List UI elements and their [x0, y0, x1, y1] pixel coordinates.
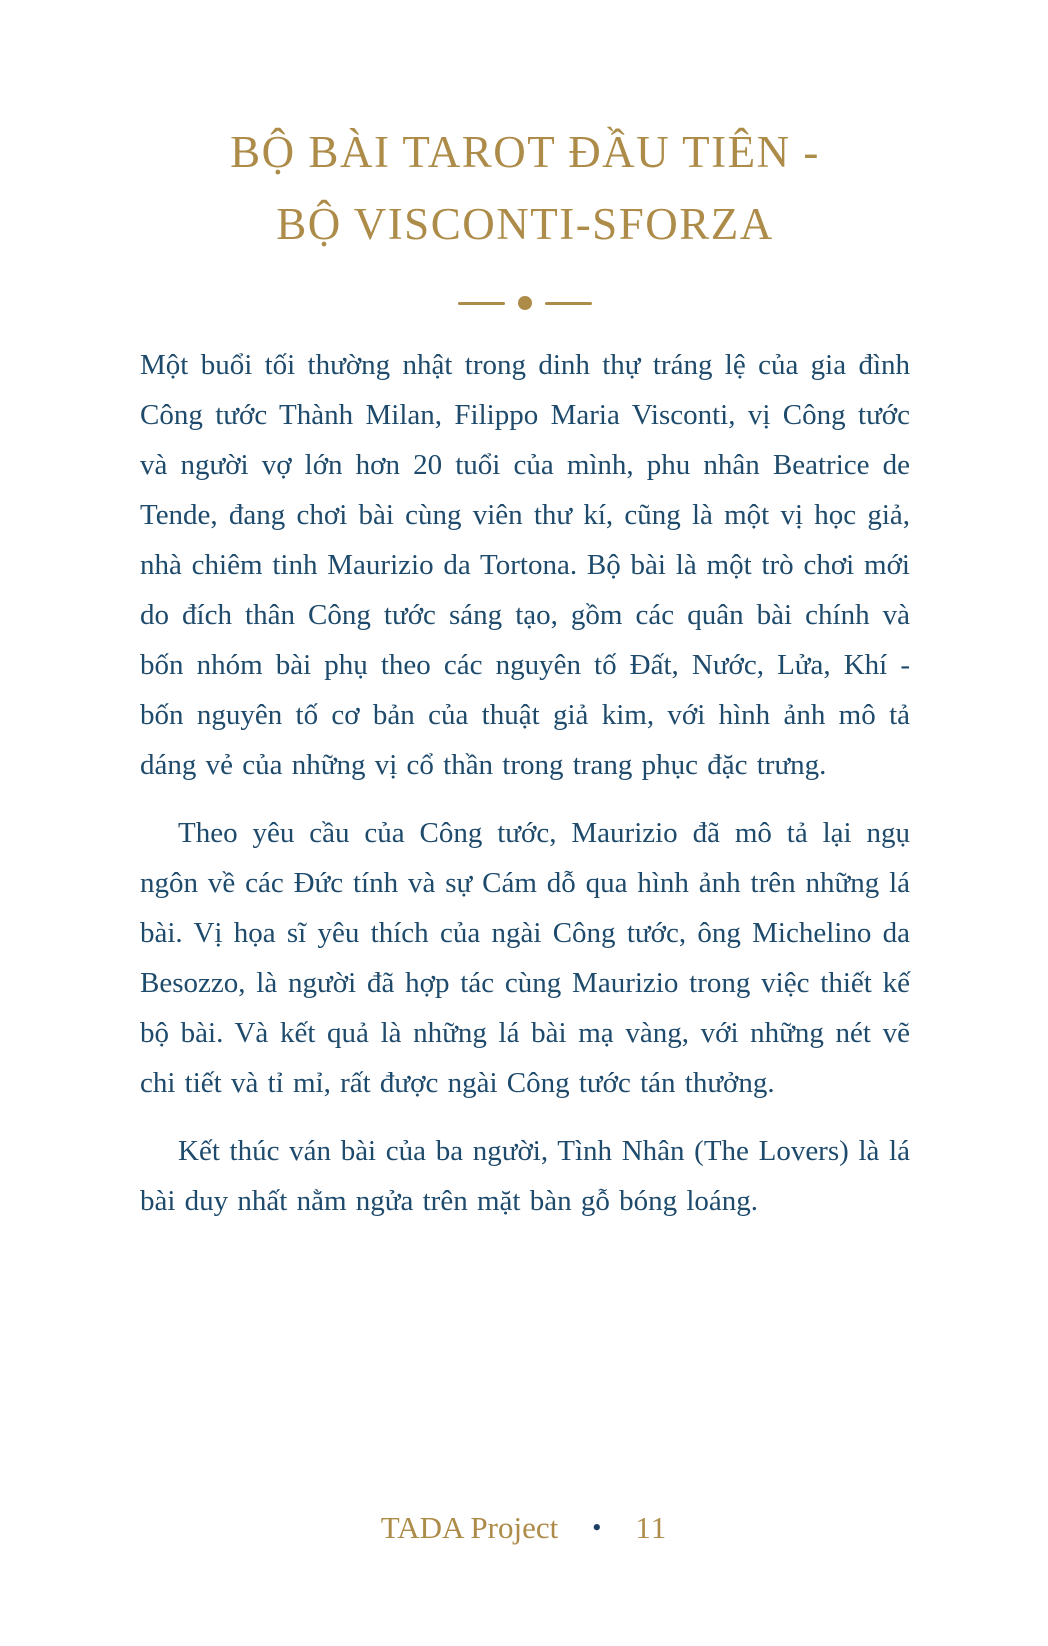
body-text	[140, 340, 910, 1226]
paragraph-2: Theo yêu cầu của Công tước, Maurizio đã mô tả lại ngụ ngôn về các Đức tính và sự Cám dỗ qua hình ảnh trên những lá bài. Vị họa sĩ yêu thích của ngài Công tước, ông Michelino da Besozzo, là người đã hợp tác cùng Maurizio trong việc thiết kế bộ bài. Và kết quả là những lá bài mạ vàng, với những nét vẽ chi tiết và tỉ mỉ, rất được ngài Công tước tán thưởng.	[140, 817, 910, 1099]
divider-line-left	[458, 302, 505, 305]
divider-line-right	[545, 302, 592, 305]
page-title-line-2: BỘ VISCONTI-SFORZA	[276, 199, 774, 249]
footer-brand: TADA Project	[380, 1510, 559, 1545]
footer-separator-dot: •	[592, 1513, 602, 1542]
page-footer	[0, 1510, 1048, 1546]
section-divider	[140, 296, 910, 310]
paragraph-1: Một buổi tối thường nhật trong dinh thự tráng lệ của gia đình Công tước Thành Milan, Filippo Maria Visconti, vị Công tước và người vợ lớn hơn 20 tuổi của mình, phu nhân Beatrice de Tende, đang chơi bài cùng viên thư kí, cũng là một vị học giả, nhà chiêm tinh Maurizio da Tortona. Bộ bài là một trò chơi mới do đích thân Công tước sáng tạo, gồm các quân bài chính và bốn nhóm bài phụ theo các nguyên tố Đất, Nước, Lửa, Khí - bốn nguyên tố cơ bản của thuật giả kim, với hình ảnh mô tả dáng vẻ của những vị cổ thần trong trang phục đặc trưng.	[140, 349, 910, 781]
page-title	[140, 116, 910, 260]
divider-dot-icon	[518, 296, 532, 310]
paragraph-3: Kết thúc ván bài của ba người, Tình Nhân (The Lovers) là lá bài duy nhất nằm ngửa trên mặt bàn gỗ bóng loáng.	[140, 1135, 910, 1217]
footer-page-number: 11	[635, 1510, 668, 1545]
page-title-line-1: BỘ BÀI TAROT ĐẦU TIÊN -	[230, 127, 820, 177]
